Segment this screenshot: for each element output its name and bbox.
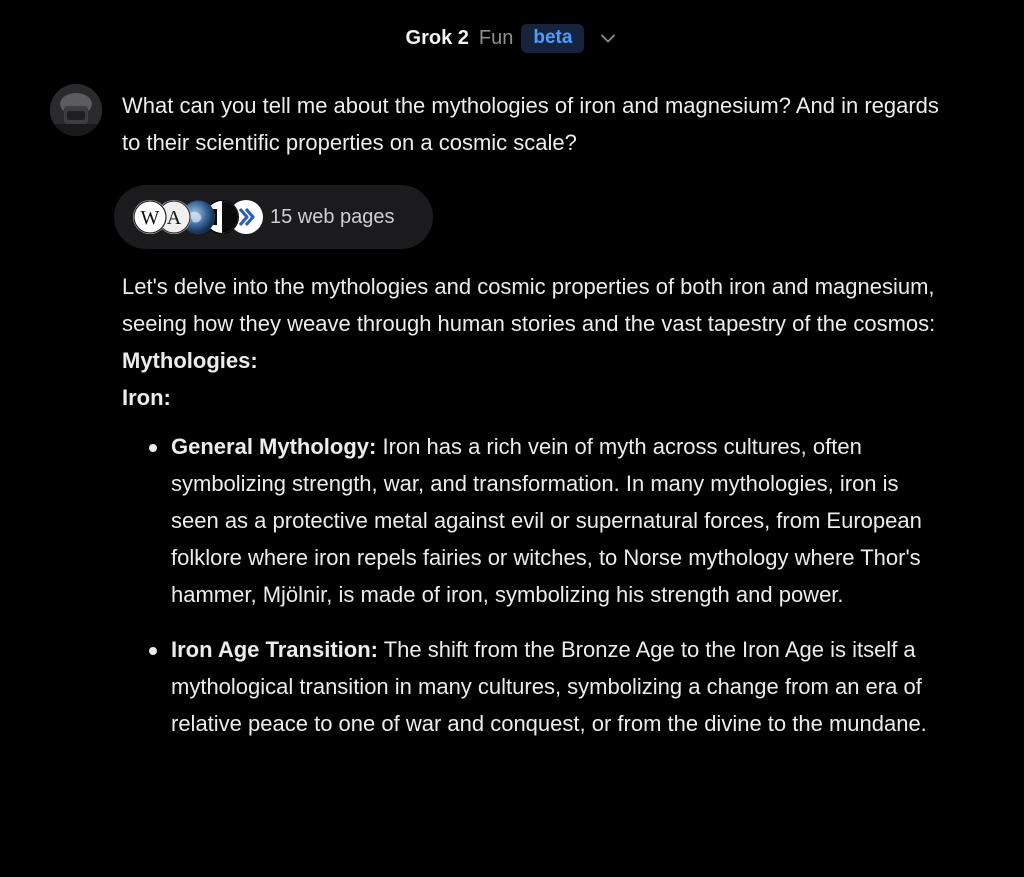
user-message: What can you tell me about the mythologies of iron and magnesium? And in regards to their scientific properties on a cosmic scale? — [122, 93, 939, 155]
beta-badge: beta — [521, 24, 584, 53]
bullet-title: Iron Age Transition: — [171, 637, 378, 662]
model-selector[interactable] — [0, 20, 1024, 56]
assistant-response — [122, 268, 952, 760]
mode-label[interactable]: Fun — [478, 26, 514, 49]
model-name[interactable]: Grok 2 — [405, 26, 469, 49]
list-item — [171, 631, 952, 742]
subheading: Iron: — [122, 385, 171, 410]
chevron-down-icon[interactable] — [598, 28, 618, 48]
bullet-text: The shift from the Bronze Age to the Iron Age is itself a mythological transition in many cultures, symbolizing a change from an era of relative peace to one of war and conquest, or from the divine to the mundane. — [171, 637, 927, 736]
list-item — [171, 428, 952, 613]
avatar[interactable] — [50, 84, 102, 136]
bullet-dot — [149, 444, 157, 452]
sources-button[interactable] — [114, 185, 433, 249]
sources-label: 15 web pages — [270, 205, 395, 228]
bullet-dot — [149, 647, 157, 655]
source-icons — [133, 197, 268, 237]
svg-text:W: W — [140, 207, 160, 229]
svg-text:A: A — [166, 207, 182, 229]
section-heading: Mythologies: — [122, 348, 258, 373]
wikipedia-icon — [133, 200, 167, 234]
bullet-list — [122, 428, 952, 742]
bullet-text: Iron has a rich vein of myth across cultures, often symbolizing strength, war, and transformation. In many mythologies, iron is seen as a protective metal against evil or supernatural forces, from European folklore where iron repels fairies or witches, to Norse mythology where Thor's hammer, Mjölnir, is made of iron, symbolizing his strength and power. — [171, 434, 922, 607]
bullet-title: General Mythology: — [171, 434, 377, 459]
response-intro: Let's delve into the mythologies and cosmic properties of both iron and magnesium, seeing how they weave through human stories and the vast tapestry of the cosmos: — [122, 274, 936, 336]
